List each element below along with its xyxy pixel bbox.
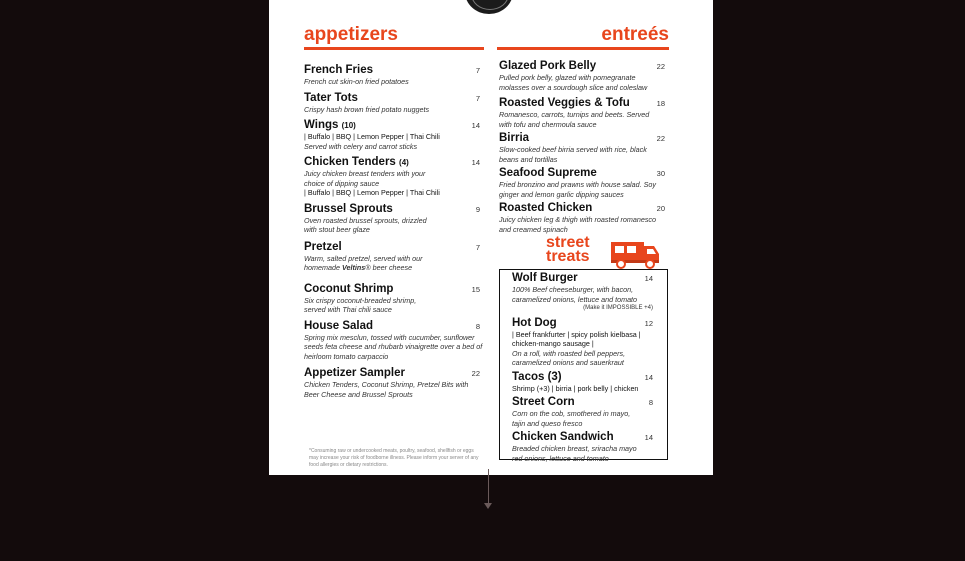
item-desc: Crispy hash brown fried potato nuggets [304,104,430,114]
menu-item [304,203,484,235]
menu-item [512,371,661,394]
item-desc: Six crispy coconut-breaded shrimp, served with Thai chili sauce [304,295,417,314]
food-truck-icon [610,238,660,270]
item-name: Wings (10) [304,119,356,131]
item-name: Brussel Sprouts [304,202,393,215]
menu-item [304,367,484,399]
menu-item [497,132,669,164]
item-desc: Warm, salted pretzel, served with our homemade Veltins® beer cheese [304,253,423,272]
item-name: Tater Tots [304,91,358,104]
brand-name: Veltins [341,263,366,272]
item-desc: Corn on the cob, smothered in mayo, tajin and queso fresco [512,409,631,428]
menu-item [497,167,669,199]
menu-item [512,317,661,368]
item-name: Tacos (3) [512,370,562,383]
item-price: 22 [656,134,665,143]
menu-item [304,156,484,198]
item-price: 18 [656,99,665,108]
item-desc: Juicy chicken breast tenders with your choice of dipping sauce [304,169,426,188]
street-treats-wordmark: street treats [546,234,590,265]
item-desc: On a roll, with roasted bell peppers, caramelized onions and sauerkraut [512,348,626,367]
item-price: 7 [475,242,480,252]
item-name: Seafood Supreme [499,167,597,179]
street-treats-box [499,269,668,463]
menu-item [497,202,669,234]
menu-item [304,119,484,151]
item-desc: Fried bronzino and prawns with house salad. Soy ginger and lemon garlic dipping sauces [499,180,657,199]
menu-item [497,97,669,129]
item-desc: French cut skin-on fried potatoes [304,77,409,86]
item-price: 7 [475,93,480,103]
item-desc: Juicy chicken leg & thigh with roasted romanesco and creamed spinach [499,215,657,234]
item-name: Glazed Pork Belly [499,60,597,72]
entrees-column [497,24,669,463]
menu-item [512,396,661,428]
item-price: 14 [644,433,653,442]
menu-item [304,283,484,315]
item-desc: 100% Beef cheeseburger, with bacon, caramelized onions, lettuce and tomato [512,285,638,304]
item-price: 14 [471,121,480,130]
item-name: Coconut Shrimp [304,282,394,295]
restaurant-logo [465,0,513,14]
item-name: Street Corn [512,396,575,408]
menu-item [512,272,661,314]
item-price: 22 [656,62,665,71]
item-qty: (10) [341,121,356,130]
item-name: Pretzel [304,240,342,253]
item-price: 15 [471,284,480,294]
item-desc: Oven roasted brussel sprouts, drizzled with stout beer glaze [304,215,427,234]
item-desc: Pulled pork belly, glazed with pomegranate molasses over a sourdough slice and coleslaw [499,73,648,92]
item-price: 22 [471,369,480,378]
menu-item [304,64,484,87]
menu-page [269,0,713,475]
item-name: Birria [499,132,530,144]
item-options: | Beef frankfurter | spicy polish kielbasa | chicken-mango sausage | [512,329,641,348]
menu-item [497,60,669,92]
menu-item [304,320,484,362]
item-name: Wolf Burger [512,272,578,284]
item-options: | Buffalo | BBQ | Lemon Pepper | Thai Chili [304,188,440,197]
item-desc: Breaded chicken breast, sriracha mayo red onions, lettuce and tomato [512,444,637,463]
item-name: French Fries [304,64,374,76]
item-name: Roasted Veggies & Tofu [499,97,630,109]
allergy-footnote: *Consuming raw or undercooked meats, poultry, seafood, shellfish or eggs may increase your risk of foodborne illness. Please inform your server of any food allergies or dietary restrictions. [309,448,479,468]
item-note: (Make it IMPOSSIBLE +4) [583,305,653,311]
item-name: Roasted Chicken [499,202,593,214]
item-desc: Chicken Tenders, Coconut Shrimp, Pretzel Bits with Beer Cheese and Brussel Sprouts [304,380,469,399]
menu-item [304,92,484,115]
item-desc: Romanesco, carrots, turnips and beets. Served with tofu and chermoula sauce [499,110,650,129]
item-price: 12 [644,318,653,328]
appetizers-title: appetizers [304,24,484,50]
item-name: House Salad [304,319,374,332]
item-name: Chicken Sandwich [512,431,614,443]
item-options: | Buffalo | BBQ | Lemon Pepper | Thai Chili [304,132,440,141]
arrow-down-icon [484,503,492,509]
item-price: 8 [648,398,653,407]
item-price: 14 [644,274,653,283]
item-price: 14 [644,372,653,382]
menu-item [304,241,484,273]
item-price: 14 [471,158,480,167]
entrees-title: entreés [497,24,669,50]
item-price: 20 [656,204,665,213]
scroll-down-arrow [488,469,489,507]
item-desc: Slow-cooked beef birria served with rice, black beans and tortillas [499,145,647,164]
item-qty: (4) [399,158,409,167]
appetizers-column [304,24,484,399]
item-name: Appetizer Sampler [304,367,405,379]
item-price: 8 [475,321,480,331]
item-options: Shrimp (+3) | birria | pork belly | chicken [512,383,639,393]
item-price: 7 [475,66,480,75]
item-name: Chicken Tenders (4) [304,156,409,168]
menu-item [512,431,661,463]
item-price: 30 [656,169,665,178]
item-price: 9 [475,204,480,214]
item-name: Hot Dog [512,316,557,329]
item-desc: Spring mix mesclun, tossed with cucumber, sunflower seeds feta cheese and rhubarb vinaigrette over a bed of heirloom tomato carpaccio [304,332,483,361]
item-desc: Served with celery and carrot sticks [304,141,418,151]
